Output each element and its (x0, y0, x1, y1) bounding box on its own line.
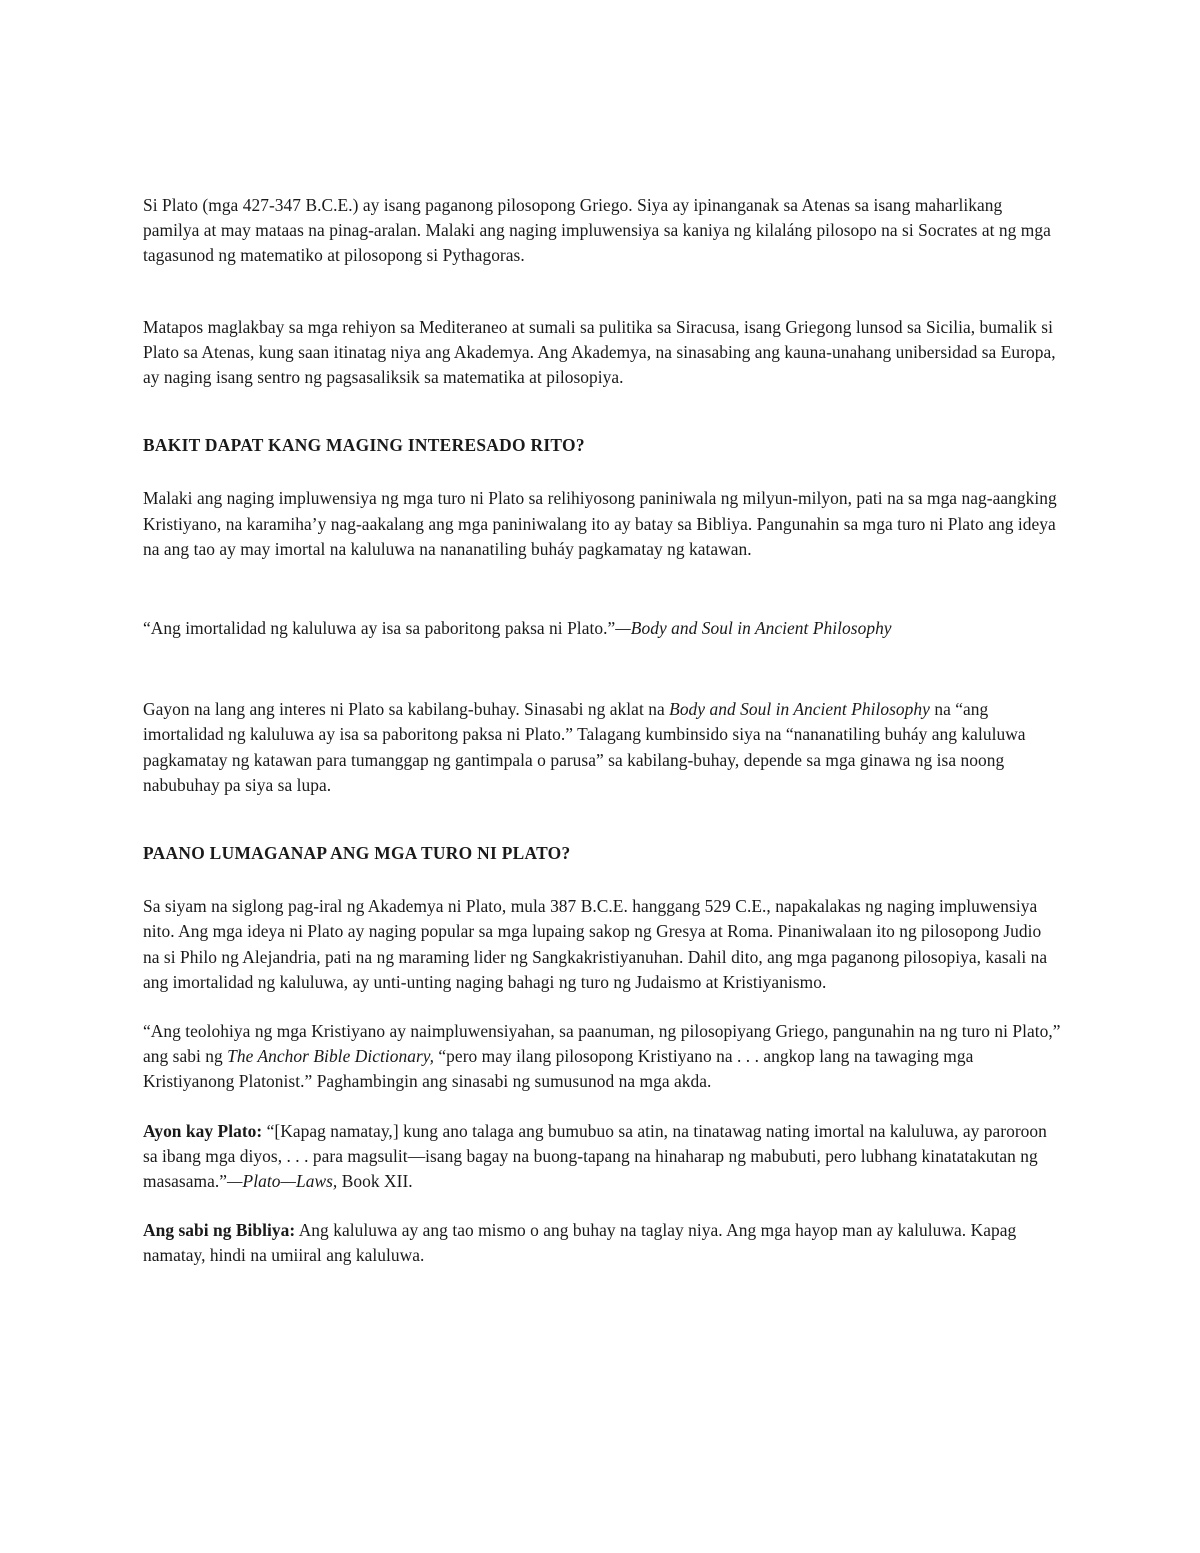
book-title: The Anchor Bible Dictionary, (227, 1046, 435, 1067)
paragraph-akademya-history: Sa siyam na siglong pag-iral ng Akademya ni Plato, mula 387 B.C.E. hanggang 529 C.E., napakalakas ng naging impluwensiya nito. Ang mga ideya ni Plato ay naging popular sa mga lupaing sakop ng Gresya at Roma. Pinaniwalaan ito ng pilosopong Judio na si Philo ng Alejandria, pati na ng maraming lider ng Sangkakristiyanuhan. Dahil dito, ang mga paganong pilosopiya, kasali na ang imortalidad ng kaluluwa, ay unti-unting naging bahagi ng turo ng Judaismo at Kristiyanismo. (143, 896, 1048, 992)
label-sabi-ng-bibliya: Ang sabi ng Bibliya: (143, 1220, 296, 1241)
paragraph-impluwensiya: Malaki ang naging impluwensiya ng mga turo ni Plato sa relihiyosong paniniwala ng milyun-milyon, pati na sa mga nag-aangking Kristiyano, na karamiha’y nag-aakalang ang mga paniniwalang ito ay batay sa Bibliya. Pangunahin sa mga turo ni Plato ang ideya na ang tao ay may imortal na kaluluwa na nananatiling buháy pagkamatay ng katawan. (143, 488, 1057, 559)
source-citation: —Plato—Laws, (227, 1171, 338, 1192)
pull-quote (143, 616, 1061, 641)
quote-text: “Ang imortalidad ng kaluluwa ay isa sa paboritong paksa ni Plato.” (143, 618, 616, 639)
book-title: Body and Soul in Ancient Philosophy (669, 699, 930, 720)
heading-lumaganap: PAANO LUMAGANAP ANG MGA TURO NI PLATO? (143, 843, 571, 864)
paragraph-plato-intro: Si Plato (mga 427-347 B.C.E.) ay isang paganong pilosopong Griego. Siya ay ipinanganak sa Atenas sa isang maharlikang pamilya at may mataas na pinag-aralan. Malaki ang naging impluwensiya sa kaniya ng kilaláng pilosopo na si Socrates at ng mga tagasunod ng matematiko at pilosopong si Pythagoras. (143, 195, 1051, 266)
text-run: Ang kaluluwa ay ang tao mismo o ang buhay na taglay niya. Ang mga hayop man ay kaluluwa. Kapag namatay, hindi na umiiral ang kaluluwa. (143, 1220, 1017, 1266)
quote-source: —Body and Soul in Ancient Philosophy (615, 618, 892, 639)
paragraph-ayon-kay-plato (143, 1119, 1061, 1195)
heading-interesado: BAKIT DAPAT KANG MAGING INTERESADO RITO? (143, 435, 585, 456)
text-run: Book XII. (337, 1171, 413, 1192)
label-ayon-kay-plato: Ayon kay Plato: (143, 1120, 263, 1141)
paragraph-teolohiya (143, 1019, 1061, 1095)
text-run: “pero may ilang pilosopong Kristiyano na . . . angkop lang na tawaging mga Kristiyanong Platonist.” Paghambingin ang sinasabi ng sumusunod na mga akda. (143, 1046, 974, 1092)
text-run: Gayon na lang ang interes ni Plato sa kabilang-buhay. Sinasabi ng aklat na (143, 699, 670, 720)
paragraph-sabi-ng-bibliya (143, 1218, 1061, 1268)
paragraph-akademya: Matapos maglakbay sa mga rehiyon sa Mediteraneo at sumali sa pulitika sa Siracusa, isang Griegong lunsod sa Sicilia, bumalik si Plato sa Atenas, kung saan itinatag niya ang Akademya. Ang Akademya, na sinasabing ang kauna-unahang unibersidad sa Europa, ay naging isang sentro ng pagsasaliksik sa matematika at pilosopiya. (143, 316, 1056, 388)
paragraph-kabilang-buhay (143, 697, 1061, 798)
document-page (143, 193, 1061, 1269)
text-run: “Ang teolohiya ng mga Kristiyano ay naimpluwensiyahan, sa paanuman, ng pilosopiyang Griego, pangunahin na ng turo ni Plato,” ang sabi ng (143, 1021, 1061, 1067)
text-run: na “ang imortalidad ng kaluluwa ay isa sa paboritong paksa ni Plato.” Talagang kumbinsido siya na “nananatiling buháy ang kaluluwa pagkamatay ng katawan para tumanggap ng gantimpala o parusa” sa kabilang-buhay, depende sa mga ginawa ng isa noong nabubuhay pa siya sa lupa. (143, 699, 1026, 795)
text-run: “[Kapag namatay,] kung ano talaga ang bumubuo sa atin, na tinatawag nating imortal na kaluluwa, ay paroroon sa ibang mga diyos, . . . para magsulit—isang bagay na buong-tapang na hinaharap ng mabubuti, pero lubhang kinatatakutan ng masasama.” (143, 1120, 1047, 1192)
